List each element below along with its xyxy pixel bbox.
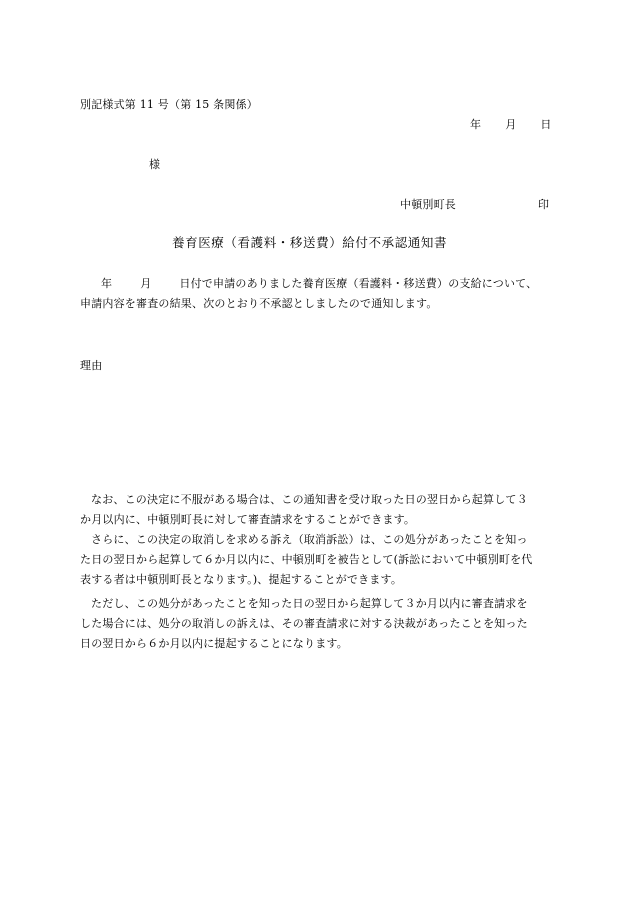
document-title: 養育医療（看護料・移送費）給付不承認通知書 (172, 235, 448, 250)
notice-line: か月以内に、中頓別町長に対して審査請求をすることができます。 (80, 513, 416, 526)
reason-blank-area (80, 378, 550, 478)
reason-label: 理由 (80, 359, 103, 372)
issuer-name: 中頓別町長 (400, 198, 456, 211)
body-year-label: 年 (101, 277, 113, 290)
addressee-suffix: 様 (149, 158, 161, 171)
notice-line: 表する者は中頓別町長となります。)、提起することができます。 (80, 573, 403, 586)
notice-line: さらに、この決定の取消しを求める訴え（取消訴訟）は、この処分があったことを知っ (91, 533, 528, 546)
notice-line: した場合には、処分の取消しの訴えは、その審査請求に対する決裁があったことを知った (80, 617, 528, 630)
notice-line: なお、この決定に不服がある場合は、この通知書を受け取った日の翌日から起算して３ (91, 493, 528, 506)
date-line (470, 118, 552, 132)
form-number: 別記様式第 11 号（第 15 条関係） (80, 98, 258, 111)
body-month-label: 月 (140, 277, 152, 290)
date-year-label: 年 (470, 118, 482, 131)
notice-line: た日の翌日から起算して６か月以内に、中頓別町を被告として(訴訟において中頓別町を代 (80, 553, 533, 566)
notice-line: ただし、この処分があったことを知った日の翌日から起算して３か月以内に審査請求を (91, 597, 528, 610)
date-month-label: 月 (505, 118, 517, 131)
body-line-1 (101, 277, 537, 291)
body-line-1-text: 日付で申請のありました養育医療（看護料・移送費）の支給について、 (179, 277, 538, 290)
body-line-2: 申請内容を審査の結果、次のとおり不承認としましたので通知します。 (80, 297, 438, 310)
date-day-label: 日 (540, 118, 552, 131)
seal-mark: 印 (538, 198, 550, 211)
notice-line: 日の翌日から６か月以内に提起することになります。 (80, 637, 348, 650)
